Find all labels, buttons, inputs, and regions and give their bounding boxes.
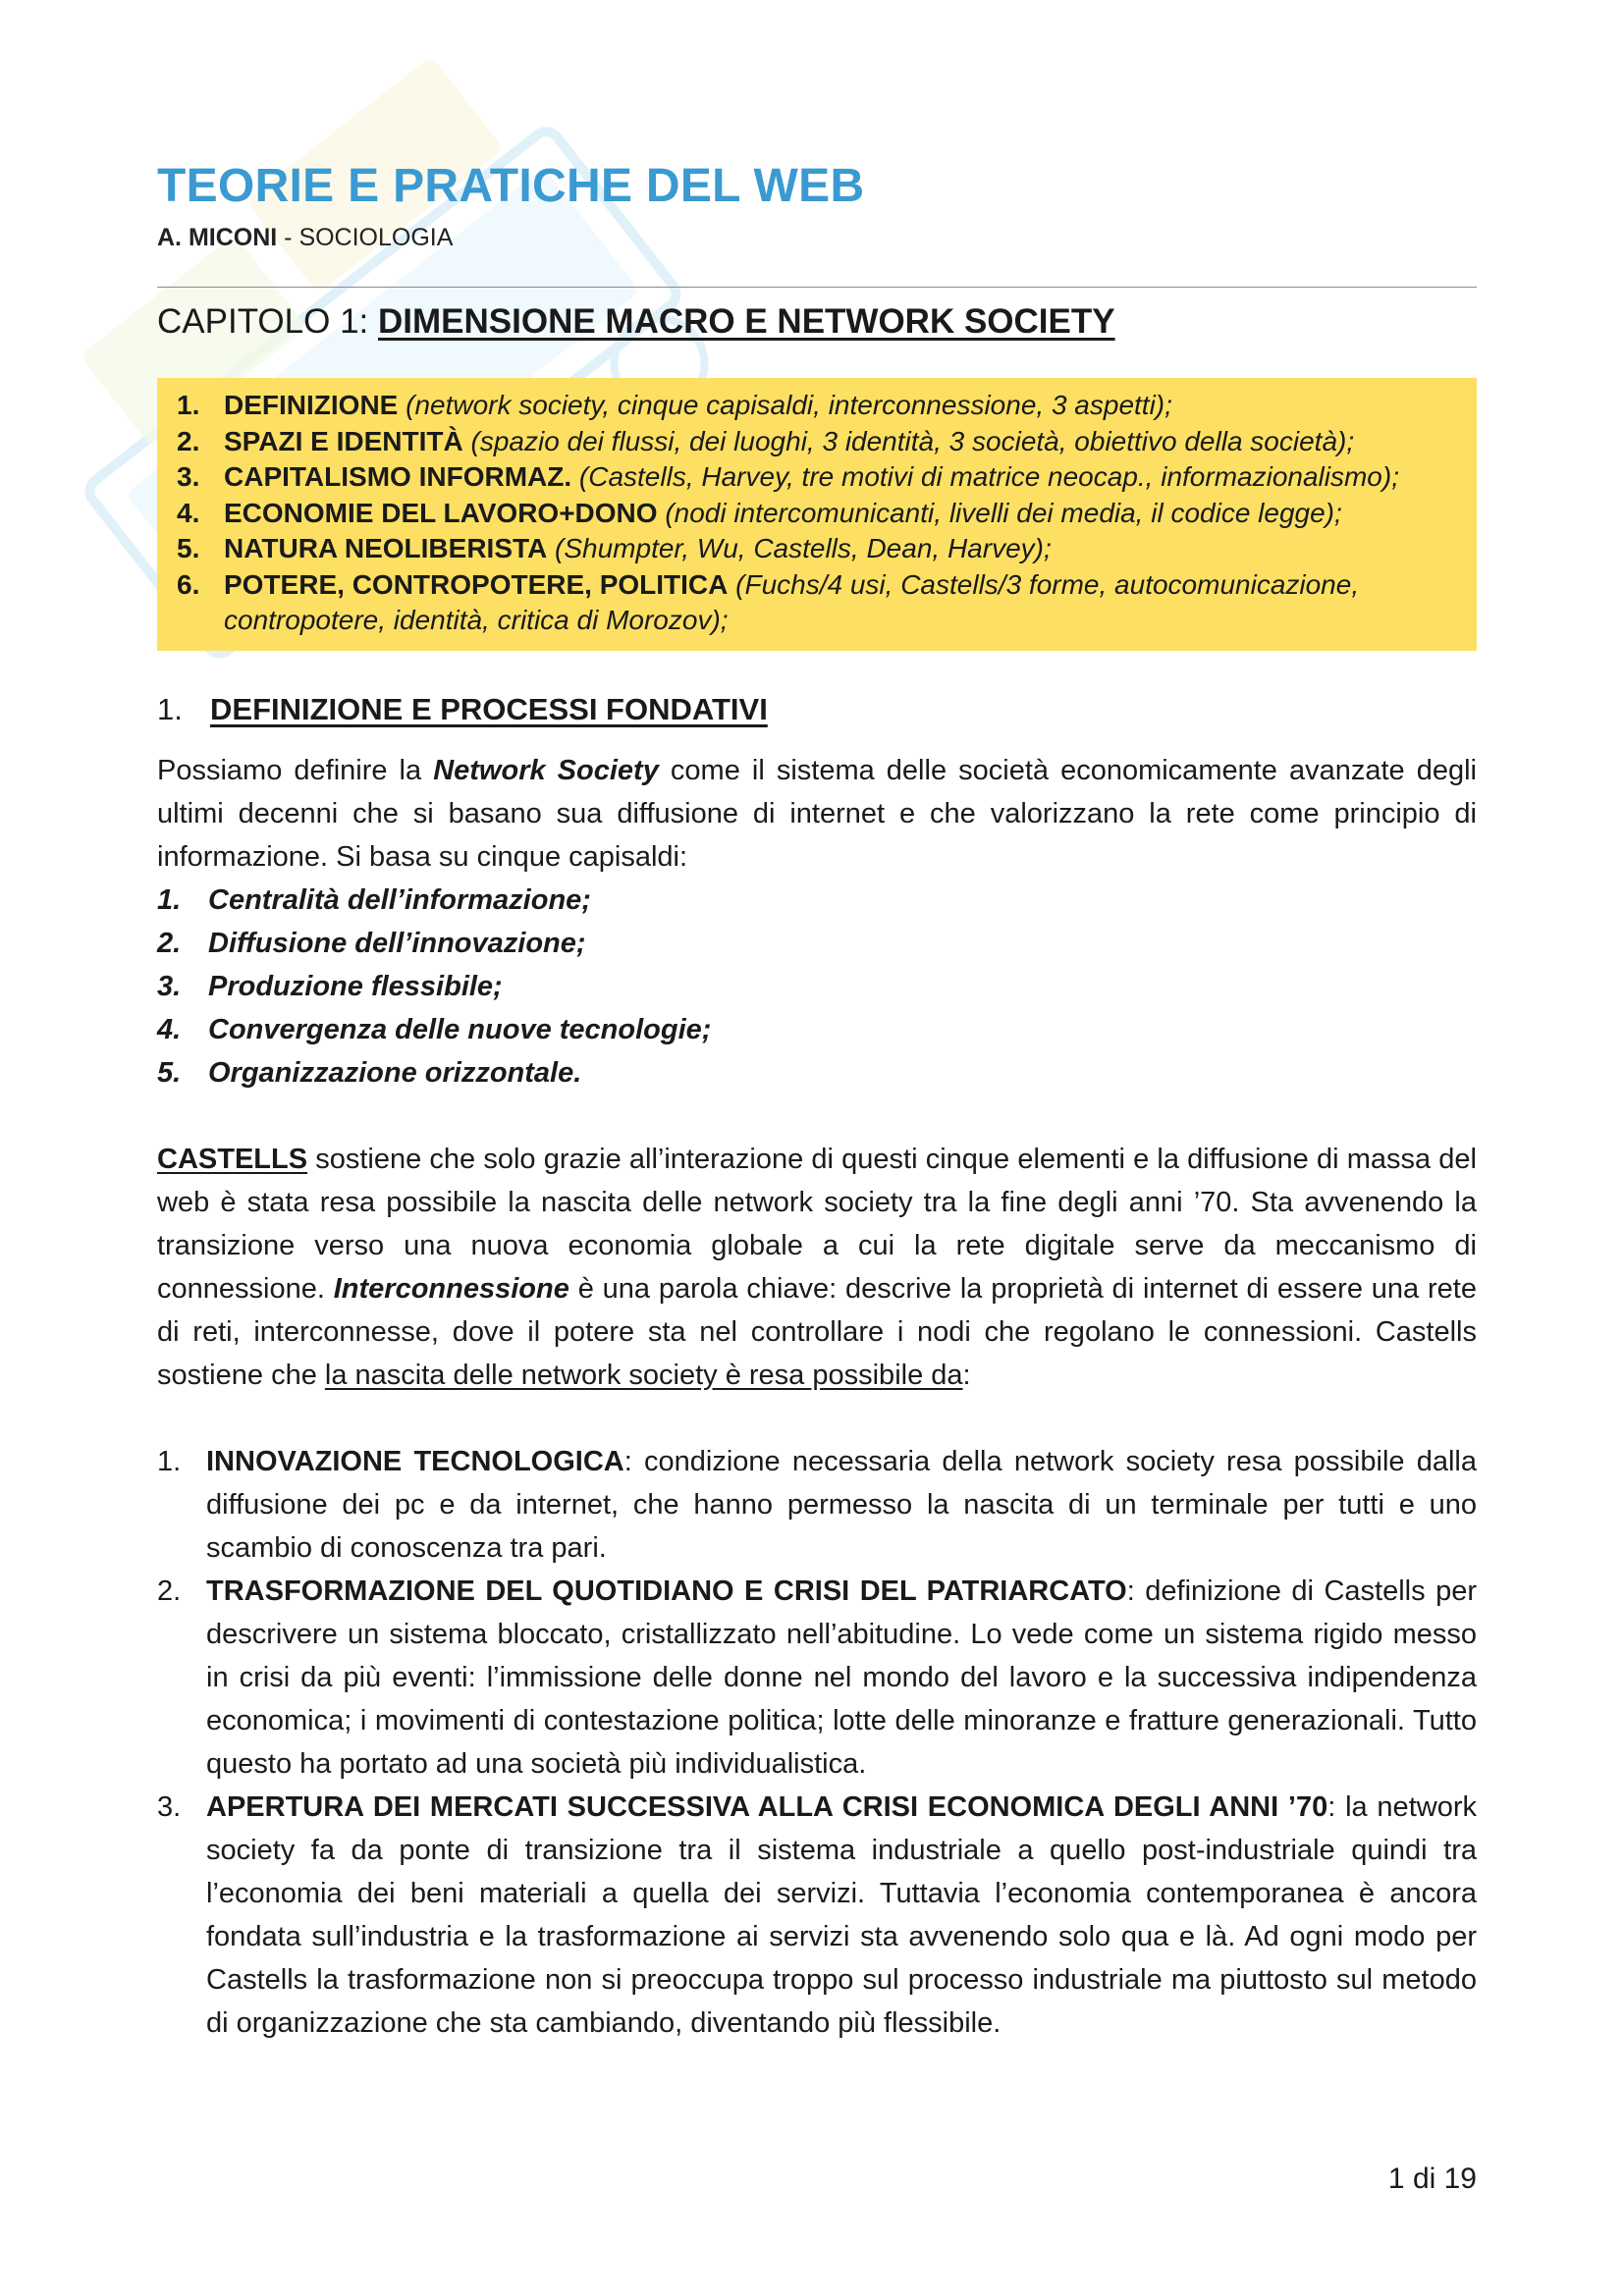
list-item-text: Produzione flessibile; [208, 970, 503, 1002]
summary-item-detail: (nodi intercomunicanti, livelli dei media, il codice legge); [657, 497, 1342, 528]
castells-text-end: : [962, 1359, 971, 1391]
factor-title: TRASFORMAZIONE DEL QUOTIDIANO E CRISI DEL PATRIARCATO [206, 1575, 1127, 1607]
chapter-summary-box [157, 378, 1477, 651]
chapter-name: DIMENSIONE MACRO E NETWORK SOCIETY [378, 302, 1115, 341]
interconnessione-term: Interconnessione [333, 1272, 569, 1305]
subtitle-separator: - [277, 224, 299, 251]
header-divider [157, 287, 1477, 288]
summary-item-title: POTERE, CONTROPOTERE, POLITICA [224, 568, 729, 600]
castells-paragraph [157, 1138, 1477, 1397]
list-item [157, 1570, 1477, 1786]
document-title: TEORIE E PRATICHE DEL WEB [157, 160, 865, 212]
summary-item-number: 5. [177, 533, 200, 563]
list-item [157, 1008, 1477, 1051]
section-number: 1. [157, 691, 183, 726]
intro-text: Possiamo definire la [157, 754, 434, 786]
pillars-list [157, 879, 1477, 1095]
summary-item-title: SPAZI E IDENTITÀ [224, 425, 463, 456]
list-item-text: Convergenza delle nuove tecnologie; [208, 1013, 712, 1045]
summary-item [169, 388, 1465, 424]
factor-text: : definizione di Castells per descrivere un sistema bloccato, cristallizzato nell’abitudine. Lo vede come un sistema rigido messo in crisi da più eventi: l’immissione delle donne nel mondo del lavoro e la successiva indipendenza economica; i movimenti di contestazione politica; lotte delle minoranze e fratture generazionali. Tutto questo ha portato ad una società più individualistica. [206, 1575, 1477, 1780]
list-item [157, 1051, 1477, 1095]
summary-item [169, 531, 1465, 567]
list-item-number: 1. [157, 883, 182, 916]
summary-item [169, 424, 1465, 460]
summary-item-number: 1. [177, 390, 200, 420]
list-item-number: 4. [157, 1013, 182, 1045]
network-society-term: Network Society [433, 754, 659, 786]
section-heading [157, 688, 1477, 731]
castells-text: è una parola chiave: descrive la proprietà di internet di essere una rete di reti, interconnesse, dove il potere sta nel controllare i nodi che regolano le connessioni. Castells sostiene che [157, 1272, 1477, 1391]
list-item-number: 2. [157, 1575, 182, 1607]
list-item-number: 3. [157, 970, 182, 1002]
summary-item-detail: (Castells, Harvey, tre motivi di matrice neocap., informazionalismo); [571, 461, 1399, 492]
list-item [157, 1786, 1477, 2045]
summary-item-detail: (network society, cinque capisaldi, interconnessione, 3 aspetti); [398, 390, 1172, 420]
page-number: 1 di 19 [1387, 2163, 1477, 2195]
summary-item-detail: (Fuchs/4 usi, Castells/3 forme, autocomunicazione, contropotere, identità, critica di Morozov); [224, 568, 1360, 635]
list-item-text: Centralità dell’informazione; [208, 883, 591, 916]
chapter-label: CAPITOLO 1: [157, 302, 378, 341]
castells-text: sostiene che solo grazie all’interazione di questi cinque elementi e la diffusione di massa del web è stata resa possibile la nascita delle network society tra la fine degli anni ’70. Sta avvenendo la transizione verso una nuova economia globale a cui la rete digitale serve da meccanismo di connessione. [157, 1143, 1477, 1305]
castells-name: CASTELLS [157, 1143, 308, 1175]
list-item [157, 965, 1477, 1008]
list-item-number: 3. [157, 1790, 182, 1823]
summary-item-detail: (spazio dei flussi, dei luoghi, 3 identità, 3 società, obiettivo della società); [462, 425, 1355, 456]
list-item-text: Diffusione dell’innovazione; [208, 927, 586, 959]
factor-title: APERTURA DEI MERCATI SUCCESSIVA ALLA CRISI ECONOMICA DEGLI ANNI ’70 [206, 1790, 1328, 1823]
summary-item-number: 3. [177, 461, 200, 492]
intro-text: come il sistema delle società economicamente avanzate degli ultimi decenni che si basano sua diffusione di internet e che valorizzano la rete come principio di informazione. Si basa su cinque capisaldi: [157, 754, 1478, 873]
factor-text: : condizione necessaria della network society resa possibile dalla diffusione dei pc e da internet, che hanno permesso la nascita di un terminale per tutti e uno scambio di conoscenza tra pari. [206, 1445, 1477, 1564]
section-title: DEFINIZIONE E PROCESSI FONDATIVI [210, 691, 768, 726]
summary-item-title: DEFINIZIONE [224, 390, 399, 420]
summary-item [169, 567, 1465, 639]
summary-item [169, 459, 1465, 496]
list-item [157, 922, 1477, 965]
summary-item-number: 6. [177, 568, 200, 600]
summary-item-title: ECONOMIE DEL LAVORO+DONO [224, 497, 658, 528]
factor-title: INNOVAZIONE TECNOLOGICA [206, 1445, 624, 1477]
list-item-number: 1. [157, 1445, 182, 1477]
document-subtitle [157, 222, 1477, 253]
summary-item [169, 496, 1465, 532]
factors-list [157, 1440, 1477, 2045]
list-item-text: Organizzazione orizzontale. [208, 1056, 582, 1089]
summary-item-detail: (Shumpter, Wu, Castells, Dean, Harvey); [547, 533, 1052, 563]
castells-underlined-text: la nascita delle network society è resa possibile da [324, 1359, 963, 1391]
list-item [157, 879, 1477, 922]
intro-paragraph [157, 749, 1477, 879]
list-item-number: 2. [157, 927, 182, 959]
factor-text: : la network society fa da ponte di transizione tra il sistema industriale a quello post-industriale quindi tra l’economia dei beni materiali a quella dei servizi. Tuttavia l’economia contemporanea è ancora fondata sull’industria e la trasformazione ai servizi sta avvenendo solo qua e là. Ad ogni modo per Castells la trasformazione non si preoccupa troppo sul processo industriale ma piuttosto sul metodo di organizzazione che sta cambiando, diventando più flessibile. [206, 1790, 1477, 2039]
document-content [157, 157, 1477, 2045]
summary-item-number: 2. [177, 425, 200, 456]
subject-name: SOCIOLOGIA [298, 224, 454, 251]
chapter-heading [157, 297, 1477, 347]
author-name: A. MICONI [157, 224, 278, 251]
list-item-number: 5. [157, 1056, 182, 1089]
summary-item-number: 4. [177, 497, 200, 528]
list-item [157, 1440, 1477, 1570]
summary-item-title: NATURA NEOLIBERISTA [224, 533, 548, 563]
summary-item-title: CAPITALISMO INFORMAZ. [224, 461, 572, 492]
